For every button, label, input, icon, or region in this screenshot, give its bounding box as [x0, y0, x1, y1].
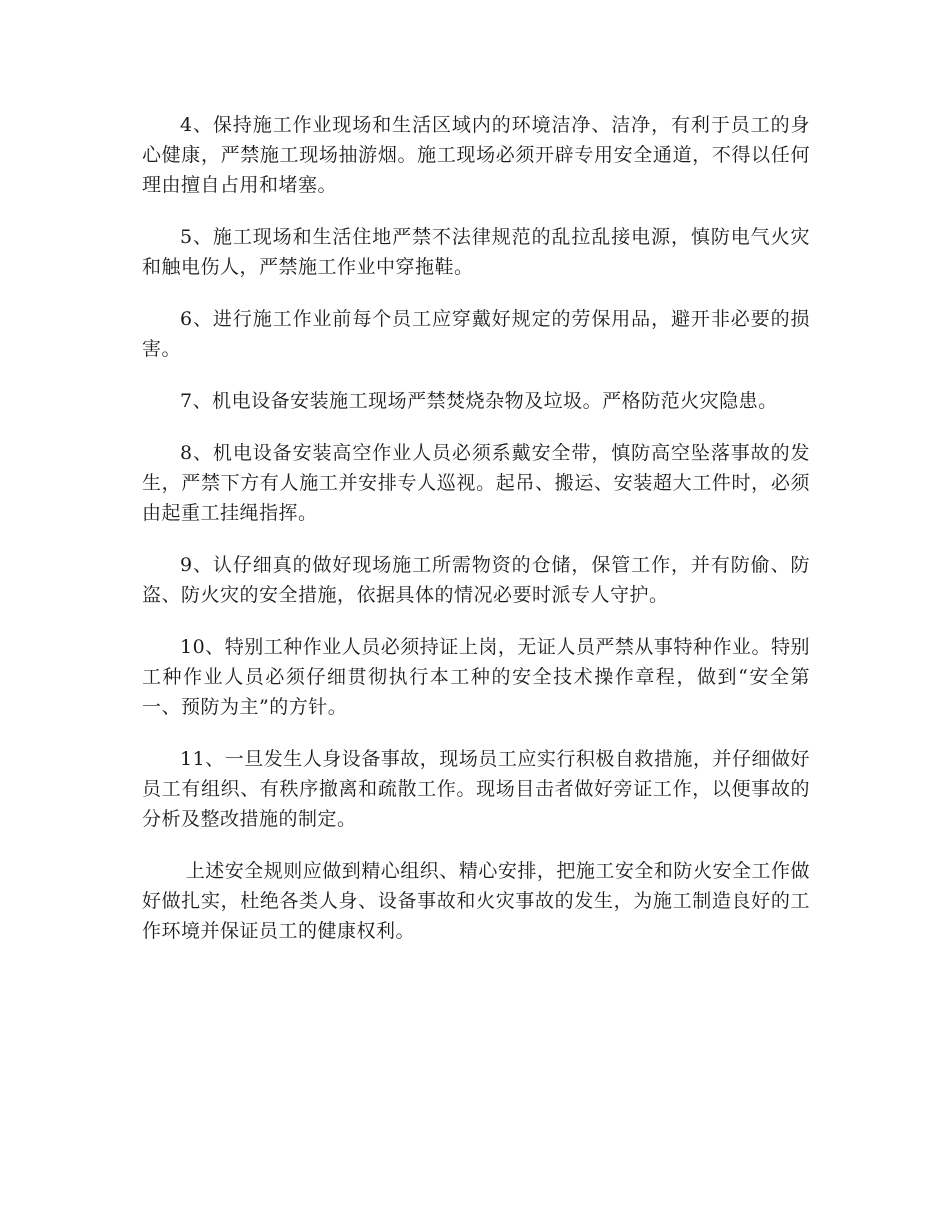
rule-paragraph-10: 10、特别工种作业人员必须持证上岗，无证人员严禁从事特种作业。特别工种作业人员必须仔细贯彻执行本工种的安全技术操作章程，做到“安全第一、预防为主”的方针。: [142, 636, 810, 718]
rule-paragraph-9: 9、认仔细真的做好现场施工所需物资的仓储，保管工作，并有防偷、防盗、防火灾的安全措施，依据具体的情况必要时派专人守护。: [142, 554, 810, 606]
document-page: [142, 110, 810, 968]
rule-paragraph-6: 6、进行施工作业前每个员工应穿戴好规定的劳保用品，避开非必要的损害。: [142, 308, 810, 360]
rule-paragraph-7: 7、机电设备安装施工现场严禁焚烧杂物及垃圾。严格防范火灾隐患。: [180, 390, 778, 412]
summary-paragraph: 上述安全规则应做到精心组织、精心安排，把施工安全和防火安全工作做好做扎实，杜绝各类人身、设备事故和火灾事故的发生，为施工制造良好的工作环境并保证员工的健康权利。: [142, 860, 810, 942]
rule-paragraph-5: 5、施工现场和生活住地严禁不法律规范的乱拉乱接电源，慎防电气火灾和触电伤人，严禁施工作业中穿拖鞋。: [142, 226, 810, 278]
rule-paragraph-4: 4、保持施工作业现场和生活区域内的环境洁净、洁净，有利于员工的身心健康，严禁施工现场抽游烟。施工现场必须开辟专用安全通道，不得以任何理由擅自占用和堵塞。: [142, 114, 810, 196]
rule-paragraph-11: 11、一旦发生人身设备事故，现场员工应实行积极自救措施，并仔细做好员工有组织、有秩序撤离和疏散工作。现场目击者做好旁证工作，以便事故的分析及整改措施的制定。: [142, 748, 810, 830]
rule-paragraph-8: 8、机电设备安装高空作业人员必须系戴安全带，慎防高空坠落事故的发生，严禁下方有人施工并安排专人巡视。起吊、搬运、安装超大工件时，必须由起重工挂绳指挥。: [142, 442, 810, 524]
